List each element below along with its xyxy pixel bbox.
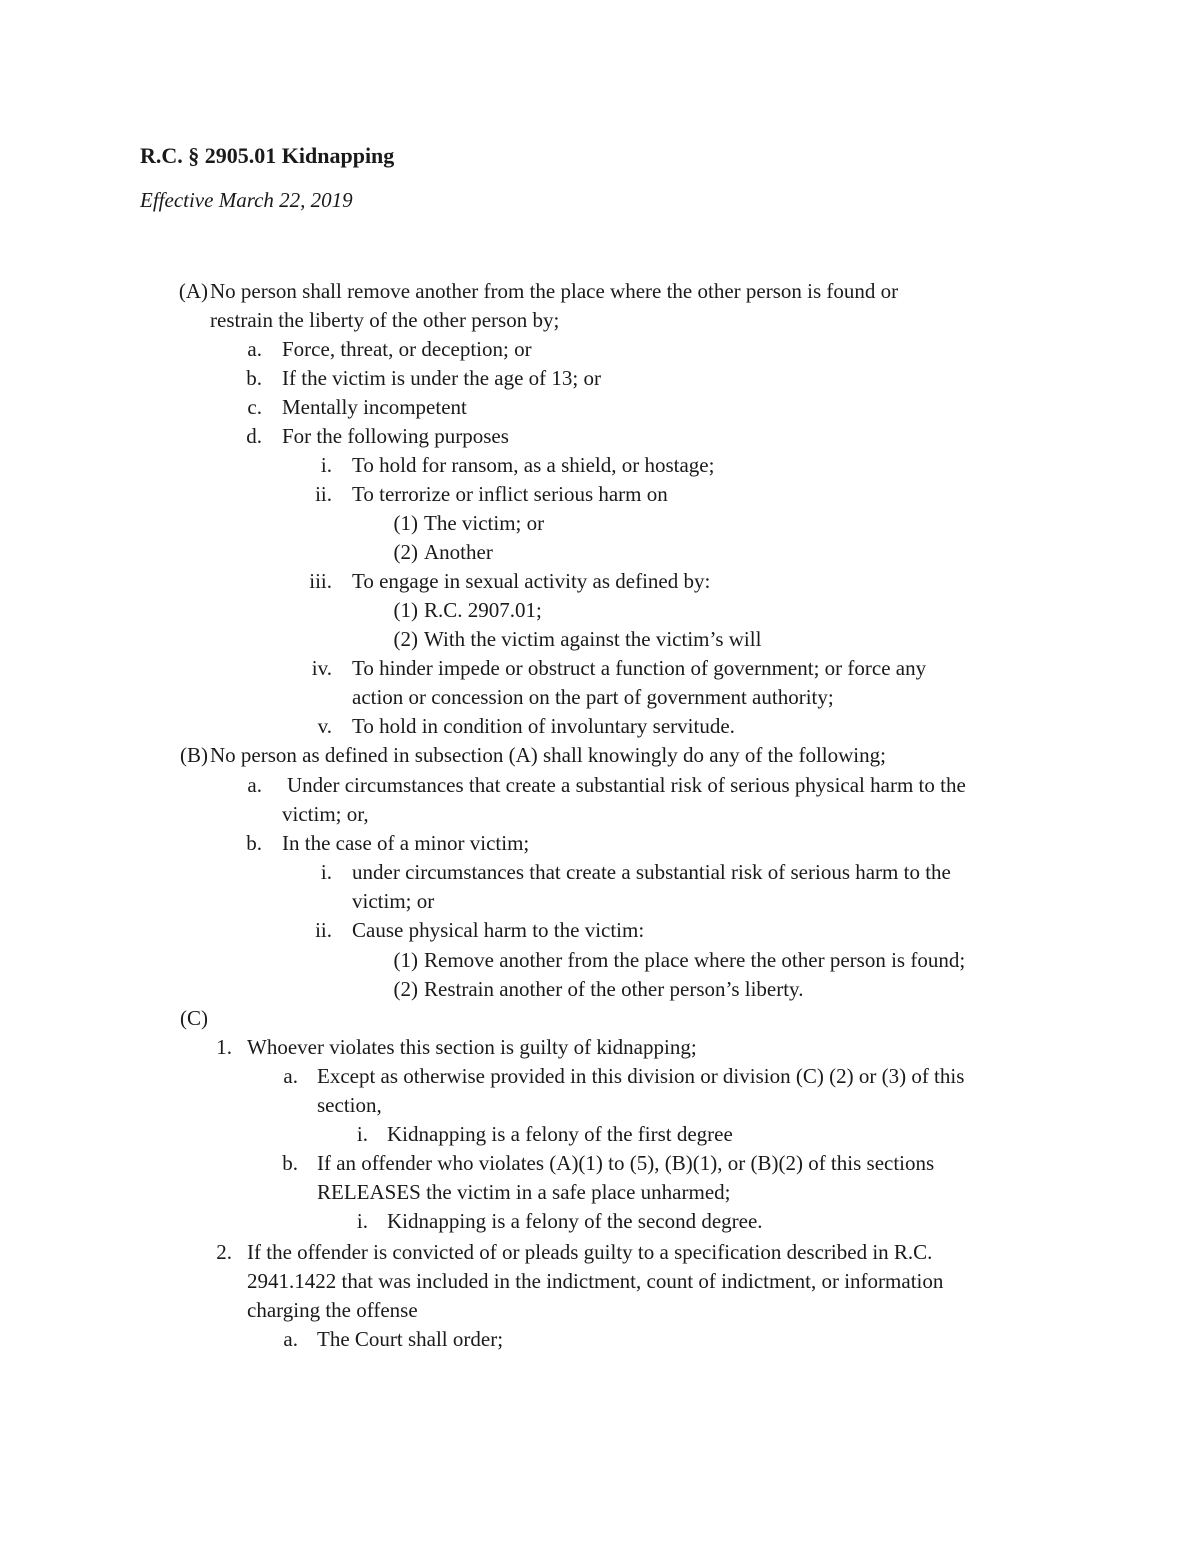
list-item-text: The Court shall order; bbox=[317, 1327, 504, 1351]
list-marker: b. bbox=[246, 831, 262, 855]
list-item-text: Cause physical harm to the victim: bbox=[352, 918, 645, 942]
list-item-text: 2941.1422 that was included in the indictment, count of indictment, or information bbox=[247, 1269, 944, 1293]
list-marker: d. bbox=[246, 424, 262, 448]
list-item-text: Mentally incompetent bbox=[282, 395, 467, 419]
list-item-text: No person as defined in subsection (A) shall knowingly do any of the following; bbox=[210, 743, 886, 767]
list-marker: i. bbox=[356, 1122, 368, 1146]
list-item-text: Force, threat, or deception; or bbox=[282, 337, 532, 361]
list-marker: ii. bbox=[315, 918, 332, 942]
list-marker: c. bbox=[247, 395, 262, 419]
list-marker: a. bbox=[247, 337, 262, 361]
list-item-text: Restrain another of the other person’s liberty. bbox=[424, 977, 804, 1001]
list-item-text: To hold for ransom, as a shield, or hostage; bbox=[352, 453, 715, 477]
list-item-text: Remove another from the place where the other person is found; bbox=[424, 948, 966, 972]
list-marker: i. bbox=[320, 860, 332, 884]
list-marker: (1) bbox=[393, 511, 418, 535]
list-item-text: Another bbox=[424, 540, 493, 564]
list-item-text: Kidnapping is a felony of the first degree bbox=[387, 1122, 733, 1146]
list-item-text: charging the offense bbox=[247, 1298, 418, 1322]
list-marker: i. bbox=[320, 453, 332, 477]
list-marker: ii. bbox=[315, 482, 332, 506]
list-item-text: If the victim is under the age of 13; or bbox=[282, 366, 601, 390]
list-item-text: Under circumstances that create a substantial risk of serious physical harm to the bbox=[287, 773, 966, 797]
list-marker: (2) bbox=[393, 627, 418, 651]
list-item-text: Except as otherwise provided in this division or division (C) (2) or (3) of this bbox=[317, 1064, 965, 1088]
list-item-text: In the case of a minor victim; bbox=[282, 831, 530, 855]
list-item-text: RELEASES the victim in a safe place unharmed; bbox=[317, 1180, 731, 1204]
list-item-text: victim; or, bbox=[282, 802, 369, 826]
list-item-text: To hinder impede or obstruct a function of government; or force any bbox=[352, 656, 927, 680]
list-marker: 1. bbox=[216, 1035, 232, 1059]
list-item-text: action or concession on the part of government authority; bbox=[352, 685, 834, 709]
list-item-text: under circumstances that create a substantial risk of serious harm to the bbox=[352, 860, 951, 884]
list-marker: a. bbox=[283, 1064, 298, 1088]
list-item-text: If an offender who violates (A)(1) to (5), (B)(1), or (B)(2) of this sections bbox=[317, 1151, 935, 1175]
list-marker: (A) bbox=[178, 279, 208, 303]
list-item-text: To engage in sexual activity as defined by: bbox=[352, 569, 711, 593]
list-marker: (B) bbox=[180, 743, 208, 767]
document-title: R.C. § 2905.01 Kidnapping bbox=[140, 143, 395, 168]
list-item-text: section, bbox=[317, 1093, 382, 1117]
list-item-text: With the victim against the victim’s will bbox=[424, 627, 762, 651]
list-item-text: If the offender is convicted of or pleads guilty to a specification described in R.C. bbox=[247, 1240, 933, 1264]
list-marker: a. bbox=[283, 1327, 298, 1351]
list-marker: b. bbox=[282, 1151, 298, 1175]
list-item-text: For the following purposes bbox=[282, 424, 509, 448]
list-marker: i. bbox=[356, 1209, 368, 1233]
list-item-text: R.C. 2907.01; bbox=[424, 598, 542, 622]
list-marker: iv. bbox=[311, 656, 332, 680]
list-marker: v. bbox=[317, 714, 332, 738]
list-item-text: victim; or bbox=[352, 889, 435, 913]
list-item-text: No person shall remove another from the place where the other person is found or bbox=[210, 279, 899, 303]
list-marker: (2) bbox=[393, 540, 418, 564]
effective-date: Effective March 22, 2019 bbox=[140, 188, 353, 212]
list-marker: b. bbox=[246, 366, 262, 390]
list-item-text: To hold in condition of involuntary servitude. bbox=[352, 714, 735, 738]
list-marker: (2) bbox=[393, 977, 418, 1001]
list-marker: (C) bbox=[180, 1006, 208, 1030]
list-marker: iii. bbox=[309, 569, 332, 593]
list-item-text: The victim; or bbox=[424, 511, 545, 535]
list-item-text: To terrorize or inflict serious harm on bbox=[352, 482, 668, 506]
list-marker: 2. bbox=[216, 1240, 232, 1264]
list-item-text: restrain the liberty of the other person by; bbox=[210, 308, 560, 332]
list-item-text: Kidnapping is a felony of the second degree. bbox=[387, 1209, 763, 1233]
list-marker: (1) bbox=[393, 948, 418, 972]
list-marker: (1) bbox=[393, 598, 418, 622]
list-item-text: Whoever violates this section is guilty of kidnapping; bbox=[247, 1035, 697, 1059]
list-marker: a. bbox=[247, 773, 262, 797]
